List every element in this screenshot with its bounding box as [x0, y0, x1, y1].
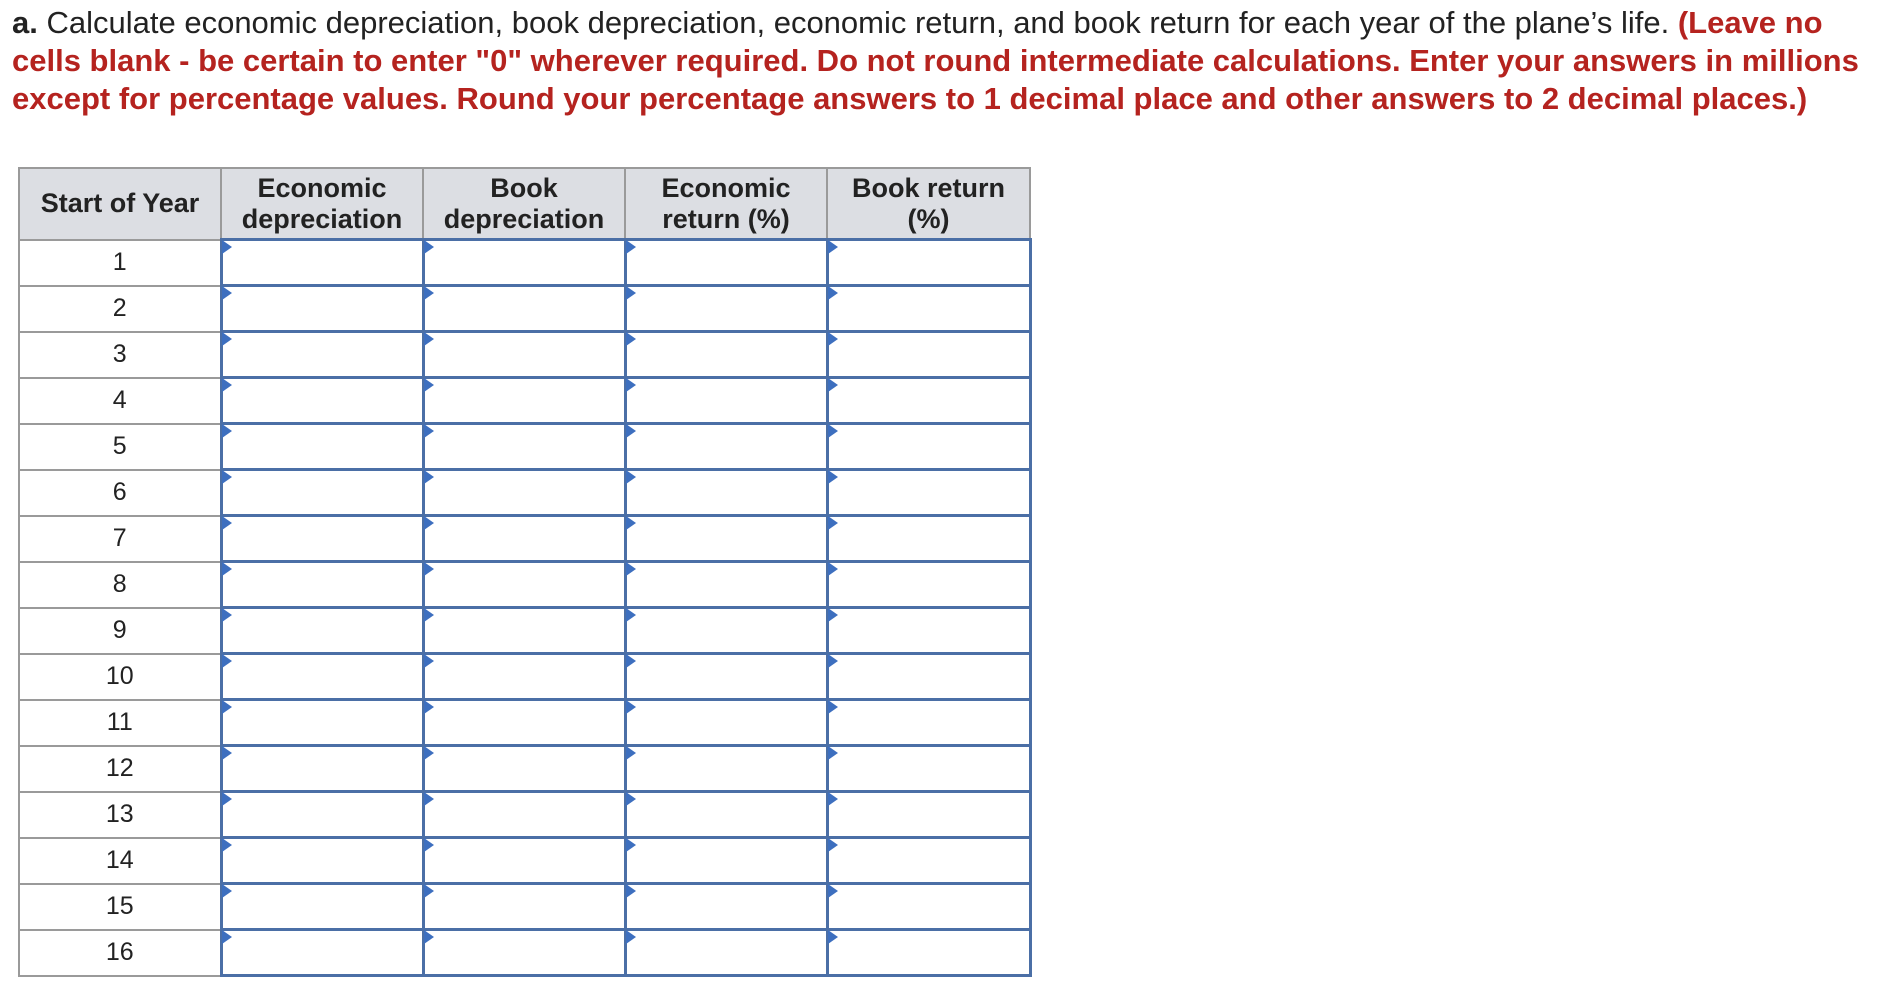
- book-depreciation-input[interactable]: [425, 655, 624, 698]
- economic-depreciation-input[interactable]: [223, 793, 422, 836]
- book-depreciation-cell: [423, 562, 625, 608]
- table-row: [19, 654, 1030, 700]
- table-row: [19, 930, 1030, 976]
- economic-return-cell: [625, 608, 827, 654]
- book-depreciation-cell: [423, 516, 625, 562]
- table-row: [19, 378, 1030, 424]
- economic-return-input[interactable]: [627, 379, 826, 422]
- book-depreciation-cell: [423, 792, 625, 838]
- economic-depreciation-input[interactable]: [223, 241, 422, 284]
- economic-return-input[interactable]: [627, 425, 826, 468]
- economic-depreciation-cell: [221, 332, 423, 378]
- book-return-input[interactable]: [829, 655, 1029, 698]
- book-return-cell: [827, 746, 1030, 792]
- part-label: a.: [12, 5, 38, 40]
- economic-depreciation-input[interactable]: [223, 885, 422, 928]
- book-depreciation-cell: [423, 332, 625, 378]
- economic-return-cell: [625, 470, 827, 516]
- economic-return-input[interactable]: [627, 609, 826, 652]
- economic-return-cell: [625, 332, 827, 378]
- economic-return-cell: [625, 792, 827, 838]
- book-depreciation-input[interactable]: [425, 931, 624, 974]
- book-return-input[interactable]: [829, 931, 1029, 974]
- economic-return-cell: [625, 930, 827, 976]
- economic-return-cell: [625, 746, 827, 792]
- book-depreciation-cell: [423, 378, 625, 424]
- table-row: [19, 240, 1030, 286]
- table-row: [19, 608, 1030, 654]
- book-return-input[interactable]: [829, 609, 1029, 652]
- table-row: [19, 746, 1030, 792]
- economic-depreciation-input[interactable]: [223, 655, 422, 698]
- year-cell: 6: [19, 470, 221, 516]
- economic-return-input[interactable]: [627, 885, 826, 928]
- economic-return-input[interactable]: [627, 793, 826, 836]
- economic-depreciation-cell: [221, 240, 423, 286]
- book-return-cell: [827, 470, 1030, 516]
- header-economic-return: Economic return (%): [625, 168, 827, 240]
- book-depreciation-input[interactable]: [425, 471, 624, 514]
- economic-return-input[interactable]: [627, 333, 826, 376]
- book-depreciation-input[interactable]: [425, 885, 624, 928]
- year-cell: 3: [19, 332, 221, 378]
- header-book-depreciation: Book depreciation: [423, 168, 625, 240]
- book-depreciation-cell: [423, 608, 625, 654]
- book-return-cell: [827, 332, 1030, 378]
- book-return-input[interactable]: [829, 747, 1029, 790]
- book-return-input[interactable]: [829, 425, 1029, 468]
- economic-return-input[interactable]: [627, 471, 826, 514]
- header-row: [19, 168, 1030, 240]
- book-depreciation-input[interactable]: [425, 333, 624, 376]
- economic-depreciation-cell: [221, 378, 423, 424]
- book-depreciation-cell: [423, 838, 625, 884]
- economic-depreciation-cell: [221, 746, 423, 792]
- economic-depreciation-input[interactable]: [223, 701, 422, 744]
- economic-return-cell: [625, 516, 827, 562]
- economic-return-input[interactable]: [627, 701, 826, 744]
- book-return-cell: [827, 838, 1030, 884]
- table-row: [19, 470, 1030, 516]
- table-row: [19, 424, 1030, 470]
- economic-depreciation-input[interactable]: [223, 471, 422, 514]
- economic-depreciation-cell: [221, 654, 423, 700]
- book-depreciation-input[interactable]: [425, 379, 624, 422]
- economic-depreciation-cell: [221, 424, 423, 470]
- year-cell: 10: [19, 654, 221, 700]
- table-row: [19, 332, 1030, 378]
- economic-depreciation-cell: [221, 562, 423, 608]
- economic-return-cell: [625, 424, 827, 470]
- economic-depreciation-cell: [221, 930, 423, 976]
- table-row: [19, 562, 1030, 608]
- book-return-cell: [827, 424, 1030, 470]
- year-cell: 2: [19, 286, 221, 332]
- economic-depreciation-input[interactable]: [223, 609, 422, 652]
- book-return-input[interactable]: [829, 701, 1029, 744]
- economic-return-cell: [625, 562, 827, 608]
- economic-return-input[interactable]: [627, 517, 826, 560]
- economic-return-input[interactable]: [627, 241, 826, 284]
- economic-depreciation-input[interactable]: [223, 747, 422, 790]
- economic-depreciation-input[interactable]: [223, 333, 422, 376]
- book-return-input[interactable]: [829, 793, 1029, 836]
- table-body: [19, 240, 1030, 976]
- header-book-return: Book return (%): [827, 168, 1030, 240]
- book-depreciation-cell: [423, 286, 625, 332]
- book-depreciation-cell: [423, 654, 625, 700]
- book-depreciation-cell: [423, 700, 625, 746]
- header-start-of-year: Start of Year: [19, 168, 221, 240]
- book-return-cell: [827, 654, 1030, 700]
- book-depreciation-cell: [423, 240, 625, 286]
- book-depreciation-cell: [423, 424, 625, 470]
- answer-table: [18, 167, 1032, 977]
- book-return-cell: [827, 240, 1030, 286]
- economic-depreciation-input[interactable]: [223, 839, 422, 882]
- economic-return-cell: [625, 884, 827, 930]
- economic-depreciation-cell: [221, 470, 423, 516]
- economic-depreciation-input[interactable]: [223, 563, 422, 606]
- book-return-input[interactable]: [829, 517, 1029, 560]
- book-depreciation-input[interactable]: [425, 241, 624, 284]
- book-depreciation-cell: [423, 884, 625, 930]
- economic-return-input[interactable]: [627, 287, 826, 330]
- economic-return-cell: [625, 240, 827, 286]
- economic-return-input[interactable]: [627, 931, 826, 974]
- table-row: [19, 516, 1030, 562]
- economic-return-input[interactable]: [627, 563, 826, 606]
- year-cell: 4: [19, 378, 221, 424]
- year-cell: 5: [19, 424, 221, 470]
- book-depreciation-cell: [423, 930, 625, 976]
- book-return-cell: [827, 700, 1030, 746]
- economic-depreciation-cell: [221, 286, 423, 332]
- year-cell: 13: [19, 792, 221, 838]
- book-depreciation-cell: [423, 746, 625, 792]
- book-depreciation-cell: [423, 470, 625, 516]
- book-return-input[interactable]: [829, 379, 1029, 422]
- question-prompt: Calculate economic depreciation, book depreciation, economic return, and book return for each year of the plane’s life.: [46, 5, 1670, 40]
- year-cell: 7: [19, 516, 221, 562]
- economic-depreciation-cell: [221, 516, 423, 562]
- year-cell: 9: [19, 608, 221, 654]
- book-return-cell: [827, 884, 1030, 930]
- table-row: [19, 838, 1030, 884]
- book-return-input[interactable]: [829, 471, 1029, 514]
- book-return-cell: [827, 930, 1030, 976]
- year-cell: 12: [19, 746, 221, 792]
- economic-depreciation-input[interactable]: [223, 517, 422, 560]
- economic-return-cell: [625, 378, 827, 424]
- book-return-cell: [827, 608, 1030, 654]
- economic-depreciation-input[interactable]: [223, 425, 422, 468]
- year-cell: 8: [19, 562, 221, 608]
- book-depreciation-input[interactable]: [425, 747, 624, 790]
- economic-return-cell: [625, 654, 827, 700]
- table-row: [19, 792, 1030, 838]
- economic-return-cell: [625, 700, 827, 746]
- book-return-cell: [827, 562, 1030, 608]
- economic-depreciation-input[interactable]: [223, 931, 422, 974]
- economic-return-input[interactable]: [627, 655, 826, 698]
- year-cell: 15: [19, 884, 221, 930]
- book-return-input[interactable]: [829, 885, 1029, 928]
- year-cell: 1: [19, 240, 221, 286]
- year-cell: 11: [19, 700, 221, 746]
- economic-depreciation-cell: [221, 608, 423, 654]
- economic-depreciation-cell: [221, 838, 423, 884]
- book-return-input[interactable]: [829, 839, 1029, 882]
- book-depreciation-input[interactable]: [425, 425, 624, 468]
- economic-depreciation-cell: [221, 884, 423, 930]
- book-depreciation-input[interactable]: [425, 609, 624, 652]
- book-depreciation-input[interactable]: [425, 701, 624, 744]
- book-return-input[interactable]: [829, 333, 1029, 376]
- book-depreciation-input[interactable]: [425, 287, 624, 330]
- book-return-input[interactable]: [829, 563, 1029, 606]
- book-depreciation-input[interactable]: [425, 517, 624, 560]
- economic-return-cell: [625, 286, 827, 332]
- book-depreciation-input[interactable]: [425, 839, 624, 882]
- economic-return-input[interactable]: [627, 747, 826, 790]
- book-depreciation-input[interactable]: [425, 563, 624, 606]
- table-row: [19, 700, 1030, 746]
- economic-depreciation-input[interactable]: [223, 379, 422, 422]
- economic-depreciation-cell: [221, 792, 423, 838]
- economic-return-cell: [625, 838, 827, 884]
- book-depreciation-input[interactable]: [425, 793, 624, 836]
- book-return-input[interactable]: [829, 241, 1029, 284]
- year-cell: 14: [19, 838, 221, 884]
- year-cell: 16: [19, 930, 221, 976]
- economic-depreciation-input[interactable]: [223, 287, 422, 330]
- question-instructions: [12, 4, 1876, 118]
- book-return-input[interactable]: [829, 287, 1029, 330]
- economic-depreciation-cell: [221, 700, 423, 746]
- table-row: [19, 286, 1030, 332]
- book-return-cell: [827, 516, 1030, 562]
- book-return-cell: [827, 286, 1030, 332]
- book-return-cell: [827, 792, 1030, 838]
- book-return-cell: [827, 378, 1030, 424]
- question-note: (Leave no cells blank - be certain to enter "0" wherever required. Do not round intermediate calculations. Enter your answers in millions except for percentage values. Round your percentage answers to 1 decimal place and other answers to 2 decimal places.): [12, 5, 1859, 116]
- table-row: [19, 884, 1030, 930]
- header-economic-depreciation: Economic depreciation: [221, 168, 423, 240]
- economic-return-input[interactable]: [627, 839, 826, 882]
